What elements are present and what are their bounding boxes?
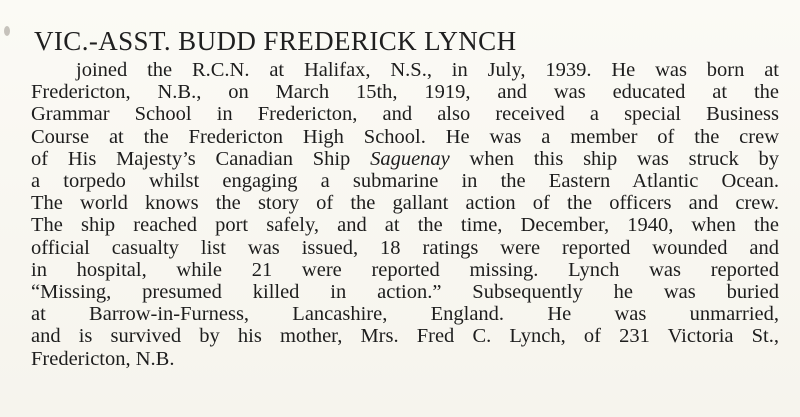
body-line-1: joined the R.C.N. at Halifax, N.S., in July, 1939. He was born at: [76, 59, 779, 81]
ship-name: Saguenay: [370, 147, 450, 170]
body-line-8: The ship reached port safely, and at the time, December, 1940, when the: [31, 214, 779, 237]
body-line-12: at Barrow-in-Furness, Lancashire, England. He was unmarried,: [31, 303, 779, 326]
body-line-11: “Missing, presumed killed in action.” Subsequently he was buried: [31, 281, 779, 304]
body-line-13: and is survived by his mother, Mrs. Fred C. Lynch, of 231 Victoria St.,: [31, 325, 779, 348]
body-line-6: a torpedo whilst engaging a submarine in the Eastern Atlantic Ocean.: [31, 170, 779, 193]
body-line-5-end: when this ship was struck by: [449, 147, 779, 170]
body-line-9: official casualty list was issued, 18 ratings were reported wounded and: [31, 236, 779, 259]
body-line-14: Fredericton, N.B.: [31, 347, 175, 370]
body-line-4: Course at the Fredericton High School. He was a member of the crew: [31, 125, 779, 148]
page-title: VIC.-ASST. BUDD FREDERICK LYNCH: [34, 26, 517, 56]
body-line-7: The world knows the story of the gallant action of the officers and crew.: [31, 192, 779, 215]
body-line-10: in hospital, while 21 were reported missing. Lynch was reported: [31, 258, 779, 281]
body-line-5-start: of His Majesty’s Canadian Ship: [31, 147, 371, 170]
scan-speck: [4, 26, 10, 36]
body-line-2: Fredericton, N.B., on March 15th, 1919, and was educated at the: [31, 81, 779, 104]
body-line-5: [31, 148, 779, 170]
body-line-3: Grammar School in Fredericton, and also received a special Business: [31, 103, 779, 126]
article-body: [31, 59, 779, 370]
